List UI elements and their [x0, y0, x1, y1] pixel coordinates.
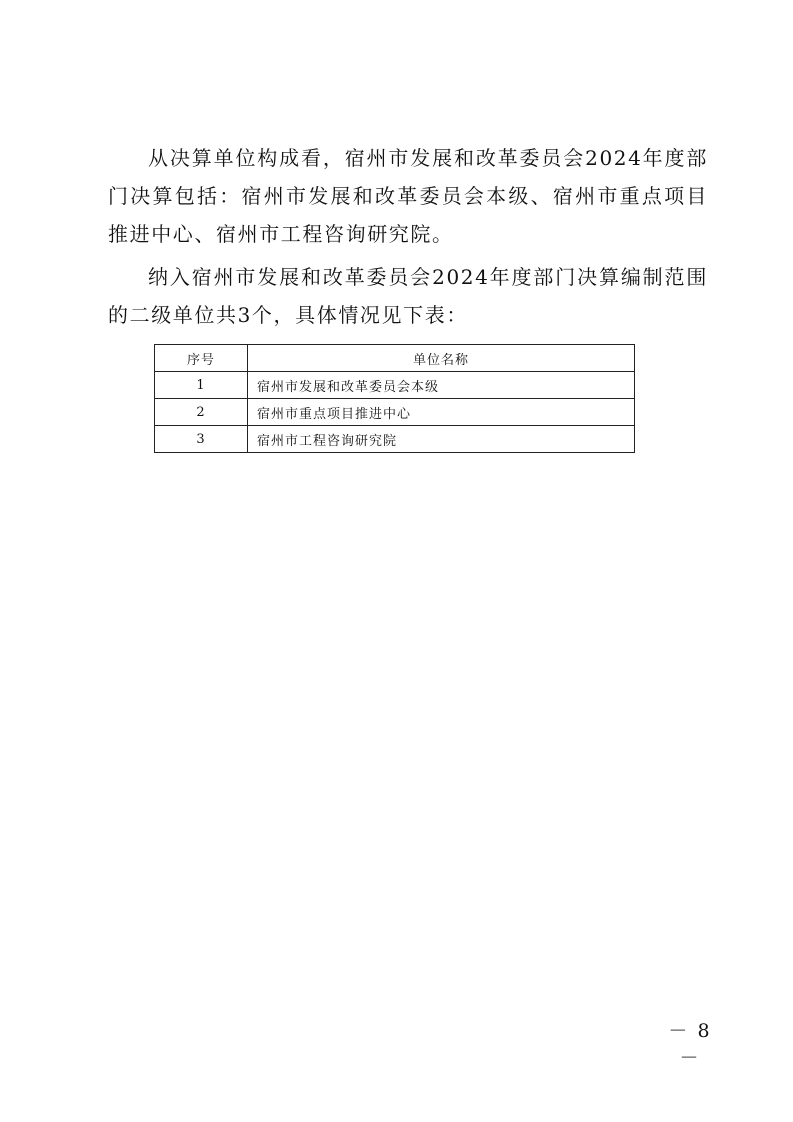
- row-serial-number: 2: [155, 399, 248, 426]
- row-serial-number: 3: [155, 426, 248, 453]
- table-row: [155, 426, 635, 453]
- paragraph-secondary-units: 纳入宿州市发展和改革委员会2024年度部门决算编制范围的二级单位共3个，具体情况见下表：: [108, 265, 708, 327]
- row-unit-name: 宿州市工程咨询研究院: [248, 426, 635, 453]
- header-serial-number: 序号: [155, 345, 248, 372]
- row-unit-name: 宿州市重点项目推进中心: [248, 399, 635, 426]
- table-row: [155, 372, 635, 399]
- page-number: － 8 －: [668, 1020, 712, 1069]
- header-unit-name: 单位名称: [248, 345, 635, 372]
- row-unit-name: 宿州市发展和改革委员会本级: [248, 372, 635, 399]
- units-table: [154, 344, 635, 453]
- paragraph-unit-composition: 从决算单位构成看，宿州市发展和改革委员会2024年度部门决算包括：宿州市发展和改革委员会本级、宿州市重点项目推进中心、宿州市工程咨询研究院。: [108, 146, 708, 246]
- table-row: [155, 399, 635, 426]
- row-serial-number: 1: [155, 372, 248, 399]
- table-header-row: [155, 345, 635, 372]
